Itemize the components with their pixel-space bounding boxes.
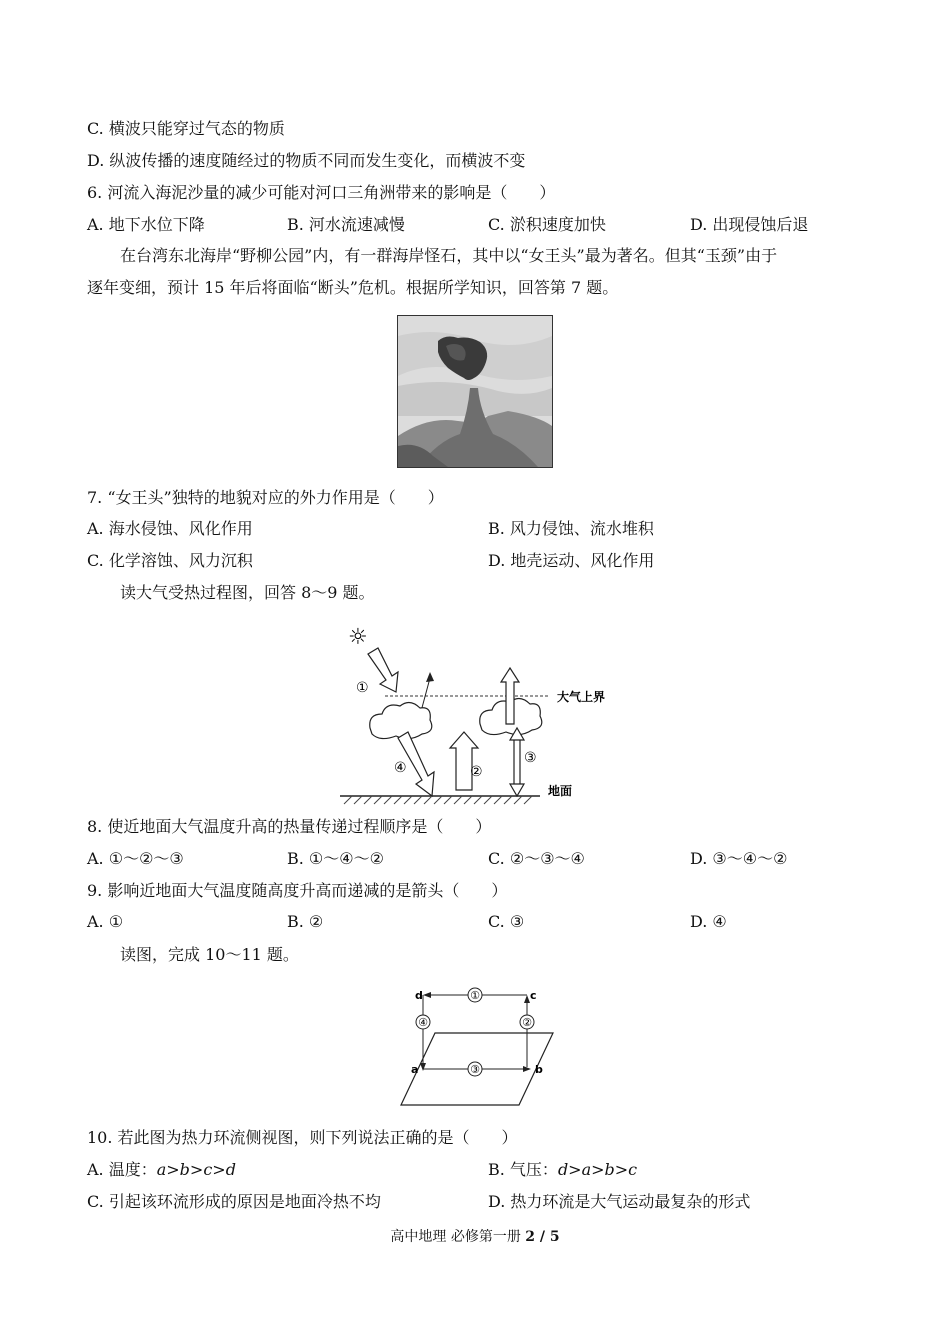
q6-stem: 6. 河流入海泥沙量的减少可能对河口三角洲带来的影响是（ ） xyxy=(87,183,556,202)
q8-stem: 8. 使近地面大气温度升高的热量传递过程顺序是（ ） xyxy=(87,817,492,836)
ground-label: 地面 xyxy=(548,784,573,798)
q10-option-b-expression: d>a>b>c xyxy=(557,1160,638,1179)
q10-option-a-prefix: A. 温度： xyxy=(87,1160,157,1179)
arrow-1-label: ① xyxy=(356,680,369,696)
q6-option-a: A. 地下水位下降 xyxy=(87,215,205,234)
q6-option-d: D. 出现侵蚀后退 xyxy=(690,215,809,234)
page-number: 2 / 5 xyxy=(525,1229,560,1245)
sun-icon: ☼ xyxy=(348,625,368,650)
q7-option-b: B. 风力侵蚀、流水堆积 xyxy=(488,519,654,538)
passage7-line1: 在台湾东北海岸“野柳公园”内，有一群海岸怪石，其中以“女王头”最为著名。但其“玉颈”由于 xyxy=(120,246,778,265)
q5-option-c: C. 横波只能穿过气态的物质 xyxy=(87,119,285,138)
q10-option-a xyxy=(87,1159,236,1181)
intro-q10-q11: 读图，完成 10～11 题。 xyxy=(120,945,299,964)
q7-stem: 7. “女王头”独特的地貌对应的外力作用是（ ） xyxy=(87,488,444,507)
intro-q8-q9: 读大气受热过程图，回答 8～9 题。 xyxy=(120,583,375,602)
q10-option-b xyxy=(488,1159,637,1181)
q8-option-a: A. ①～②～③ xyxy=(87,849,184,868)
queens-head-rock-photo xyxy=(397,315,553,468)
point-c-label: c xyxy=(530,989,537,1002)
thermal-circulation-diagram xyxy=(395,985,565,1114)
footer-title: 高中地理 必修第一册 xyxy=(390,1229,521,1245)
arrow-4-label: ④ xyxy=(394,760,407,776)
q7-option-d: D. 地壳运动、风化作用 xyxy=(488,551,655,570)
top-of-atmosphere-label: 大气上界 xyxy=(557,690,606,704)
q9-option-a: A. ① xyxy=(87,912,124,931)
q6-option-c: C. 淤积速度加快 xyxy=(488,215,606,234)
point-a-label: a xyxy=(411,1063,419,1076)
q7-option-c: C. 化学溶蚀、风力沉积 xyxy=(87,551,253,570)
arrow-4-label: ④ xyxy=(418,1016,428,1029)
point-b-label: b xyxy=(535,1063,543,1076)
point-d-label: d xyxy=(415,989,423,1002)
arrow-2-label: ② xyxy=(470,764,483,780)
atmosphere-heating-diagram xyxy=(330,620,620,809)
q9-option-b: B. ② xyxy=(287,912,324,931)
q9-option-c: C. ③ xyxy=(488,912,525,931)
q10-option-a-expression: a>b>c>d xyxy=(156,1160,236,1179)
arrow-1-label: ① xyxy=(470,989,480,1002)
q10-option-d: D. 热力环流是大气运动最复杂的形式 xyxy=(488,1192,751,1211)
q10-stem: 10. 若此图为热力环流侧视图，则下列说法正确的是（ ） xyxy=(87,1128,518,1147)
q8-option-d: D. ③～④～② xyxy=(690,849,788,868)
q7-option-a: A. 海水侵蚀、风化作用 xyxy=(87,519,253,538)
queens-head-rock-drawing xyxy=(398,316,552,467)
q9-option-d: D. ④ xyxy=(690,912,727,931)
passage7-line2: 逐年变细，预计 15 年后将面临“断头”危机。根据所学知识，回答第 7 题。 xyxy=(87,278,619,297)
q10-option-b-prefix: B. 气压： xyxy=(488,1160,558,1179)
q10-option-c: C. 引起该环流形成的原因是地面冷热不均 xyxy=(87,1192,381,1211)
q9-stem: 9. 影响近地面大气温度随高度升高而递减的是箭头（ ） xyxy=(87,881,508,900)
arrow-3-label: ③ xyxy=(524,750,537,766)
page-footer xyxy=(0,1228,950,1246)
q6-option-b: B. 河水流速减慢 xyxy=(287,215,405,234)
arrow-3-label: ③ xyxy=(470,1063,480,1076)
q5-option-d: D. 纵波传播的速度随经过的物质不同而发生变化，而横波不变 xyxy=(87,151,526,170)
arrow-2-label: ② xyxy=(522,1016,532,1029)
q8-option-b: B. ①～④～② xyxy=(287,849,384,868)
q8-option-c: C. ②～③～④ xyxy=(488,849,585,868)
